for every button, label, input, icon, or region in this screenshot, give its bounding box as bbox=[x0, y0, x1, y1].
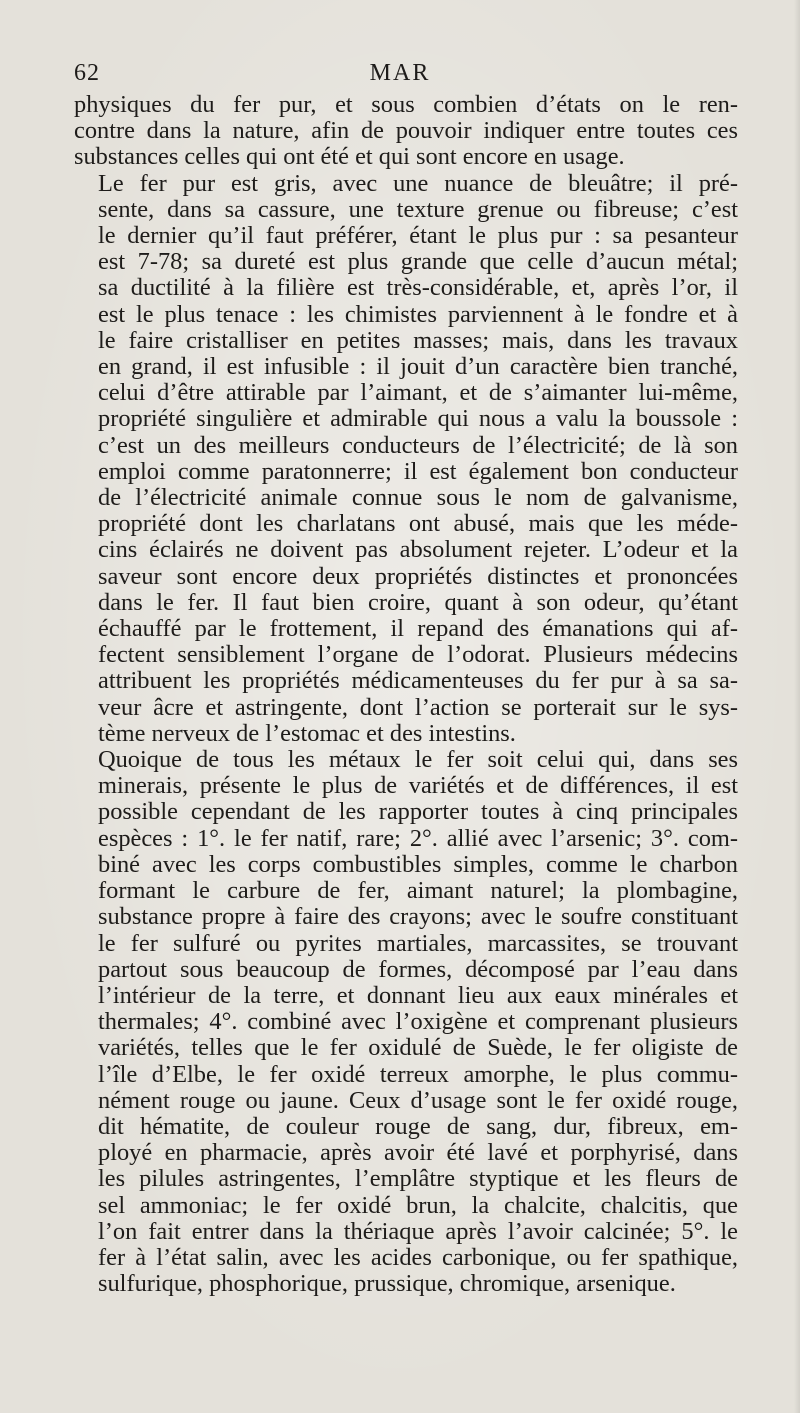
text-line: sa ductilité à la filière est très-considérable, et, après l’or, il bbox=[98, 274, 738, 302]
text-line: de l’électricité animale connue sous le nom de galvanisme, bbox=[98, 484, 738, 512]
text-line: ployé en pharmacie, après avoir été lavé et porphyrisé, dans bbox=[98, 1139, 738, 1167]
text-line: saveur sont encore deux propriétés distinctes et prononcées bbox=[98, 562, 738, 590]
text-line: l’on fait entrer dans la thériaque après l’avoir calcinée; 5°. le bbox=[98, 1217, 738, 1245]
text-line: sente, dans sa cassure, une texture grenue ou fibreuse; c’est bbox=[98, 195, 738, 223]
paragraph bbox=[74, 747, 738, 1297]
text-line: minerais, présente le plus de variétés et de différences, il est bbox=[98, 772, 738, 800]
text-line: cins éclairés ne doivent pas absolument rejeter. L’odeur et la bbox=[98, 536, 738, 564]
text-line: c’est un des meilleurs conducteurs de l’électricité; de là son bbox=[98, 431, 738, 459]
text-line: dit hématite, de couleur rouge de sang, dur, fibreux, em- bbox=[98, 1112, 738, 1140]
text-line: sulfurique, phosphorique, prussique, chromique, arsenique. bbox=[98, 1270, 676, 1298]
paragraph bbox=[74, 171, 738, 747]
text-line: fectent sensiblement l’organe de l’odorat. Plusieurs médecins bbox=[98, 641, 738, 669]
text-line: en grand, il est infusible : il jouit d’un caractère bien tranché, bbox=[98, 353, 738, 381]
text-line: tème nerveux de l’estomac et des intestins. bbox=[98, 719, 516, 747]
text-line: celui d’être attirable par l’aimant, et de s’aimanter lui-même, bbox=[98, 379, 738, 407]
text-line: veur âcre et astringente, dont l’action se porterait sur le sys- bbox=[98, 693, 738, 721]
text-line: le dernier qu’il faut préférer, étant le plus pur : sa pesanteur bbox=[98, 222, 738, 250]
text-line: emploi comme paratonnerre; il est également bon conducteur bbox=[98, 457, 738, 485]
text-line: l’intérieur de la terre, et donnant lieu aux eaux minérales et bbox=[98, 981, 738, 1009]
text-line: thermales; 4°. combiné avec l’oxigène et comprenant plusieurs bbox=[98, 1008, 738, 1036]
text-line: contre dans la nature, afin de pouvoir indiquer entre toutes ces bbox=[74, 117, 738, 145]
text-line: propriété dont les charlatans ont abusé, mais que les méde- bbox=[98, 510, 738, 538]
text-line: nément rouge ou jaune. Ceux d’usage sont le fer oxidé rouge, bbox=[98, 1086, 738, 1114]
page-edge-shadow bbox=[794, 0, 800, 1413]
text-line: substances celles qui ont été et qui sont encore en usage. bbox=[74, 143, 625, 171]
page-header bbox=[74, 56, 738, 92]
text-line: est le plus tenace : les chimistes parviennent à le fondre et à bbox=[98, 300, 738, 328]
text-line: les pilules astringentes, l’emplâtre styptique et les fleurs de bbox=[98, 1165, 738, 1193]
text-line: fer à l’état salin, avec les acides carbonique, ou fer spathique, bbox=[98, 1243, 738, 1271]
text-line: espèces : 1°. le fer natif, rare; 2°. allié avec l’arsenic; 3°. com- bbox=[98, 824, 738, 852]
text-line: est 7-78; sa dureté est plus grande que celle d’aucun métal; bbox=[98, 248, 738, 276]
text-line: l’île d’Elbe, le fer oxidé terreux amorphe, le plus commu- bbox=[98, 1060, 738, 1088]
text-line: le fer sulfuré ou pyrites martiales, marcassites, se trouvant bbox=[98, 929, 738, 957]
text-line: possible cependant de les rapporter toutes à cinq principales bbox=[98, 798, 738, 826]
body-text bbox=[74, 92, 738, 1297]
text-line: formant le carbure de fer, aimant naturel; la plombagine, bbox=[98, 877, 738, 905]
text-line: dans le fer. Il faut bien croire, quant à son odeur, qu’étant bbox=[98, 588, 738, 616]
text-line: propriété singulière et admirable qui nous a valu la boussole : bbox=[98, 405, 738, 433]
text-line: partout sous beaucoup de formes, décomposé par l’eau dans bbox=[98, 955, 738, 983]
text-line: substance propre à faire des crayons; avec le soufre constituant bbox=[98, 903, 738, 931]
text-line: sel ammoniac; le fer oxidé brun, la chalcite, chalcitis, que bbox=[98, 1191, 738, 1219]
text-line: attribuent les propriétés médicamenteuses du fer pur à sa sa- bbox=[98, 667, 738, 695]
text-line: le faire cristalliser en petites masses; mais, dans les travaux bbox=[98, 326, 738, 354]
text-line: biné avec les corps combustibles simples, comme le charbon bbox=[98, 850, 738, 878]
paragraph bbox=[74, 92, 738, 171]
text-line: Le fer pur est gris, avec une nuance de bleuâtre; il pré- bbox=[98, 169, 738, 197]
page-number: 62 bbox=[74, 60, 100, 86]
running-head: MAR bbox=[369, 60, 431, 86]
text-line: Quoique de tous les métaux le fer soit celui qui, dans ses bbox=[98, 746, 738, 774]
text-line: échauffé par le frottement, il repand des émanations qui af- bbox=[98, 615, 738, 643]
text-line: physiques du fer pur, et sous combien d’états on le ren- bbox=[74, 91, 738, 118]
text-line: variétés, telles que le fer oxidulé de Suède, le fer oligiste de bbox=[98, 1034, 738, 1062]
